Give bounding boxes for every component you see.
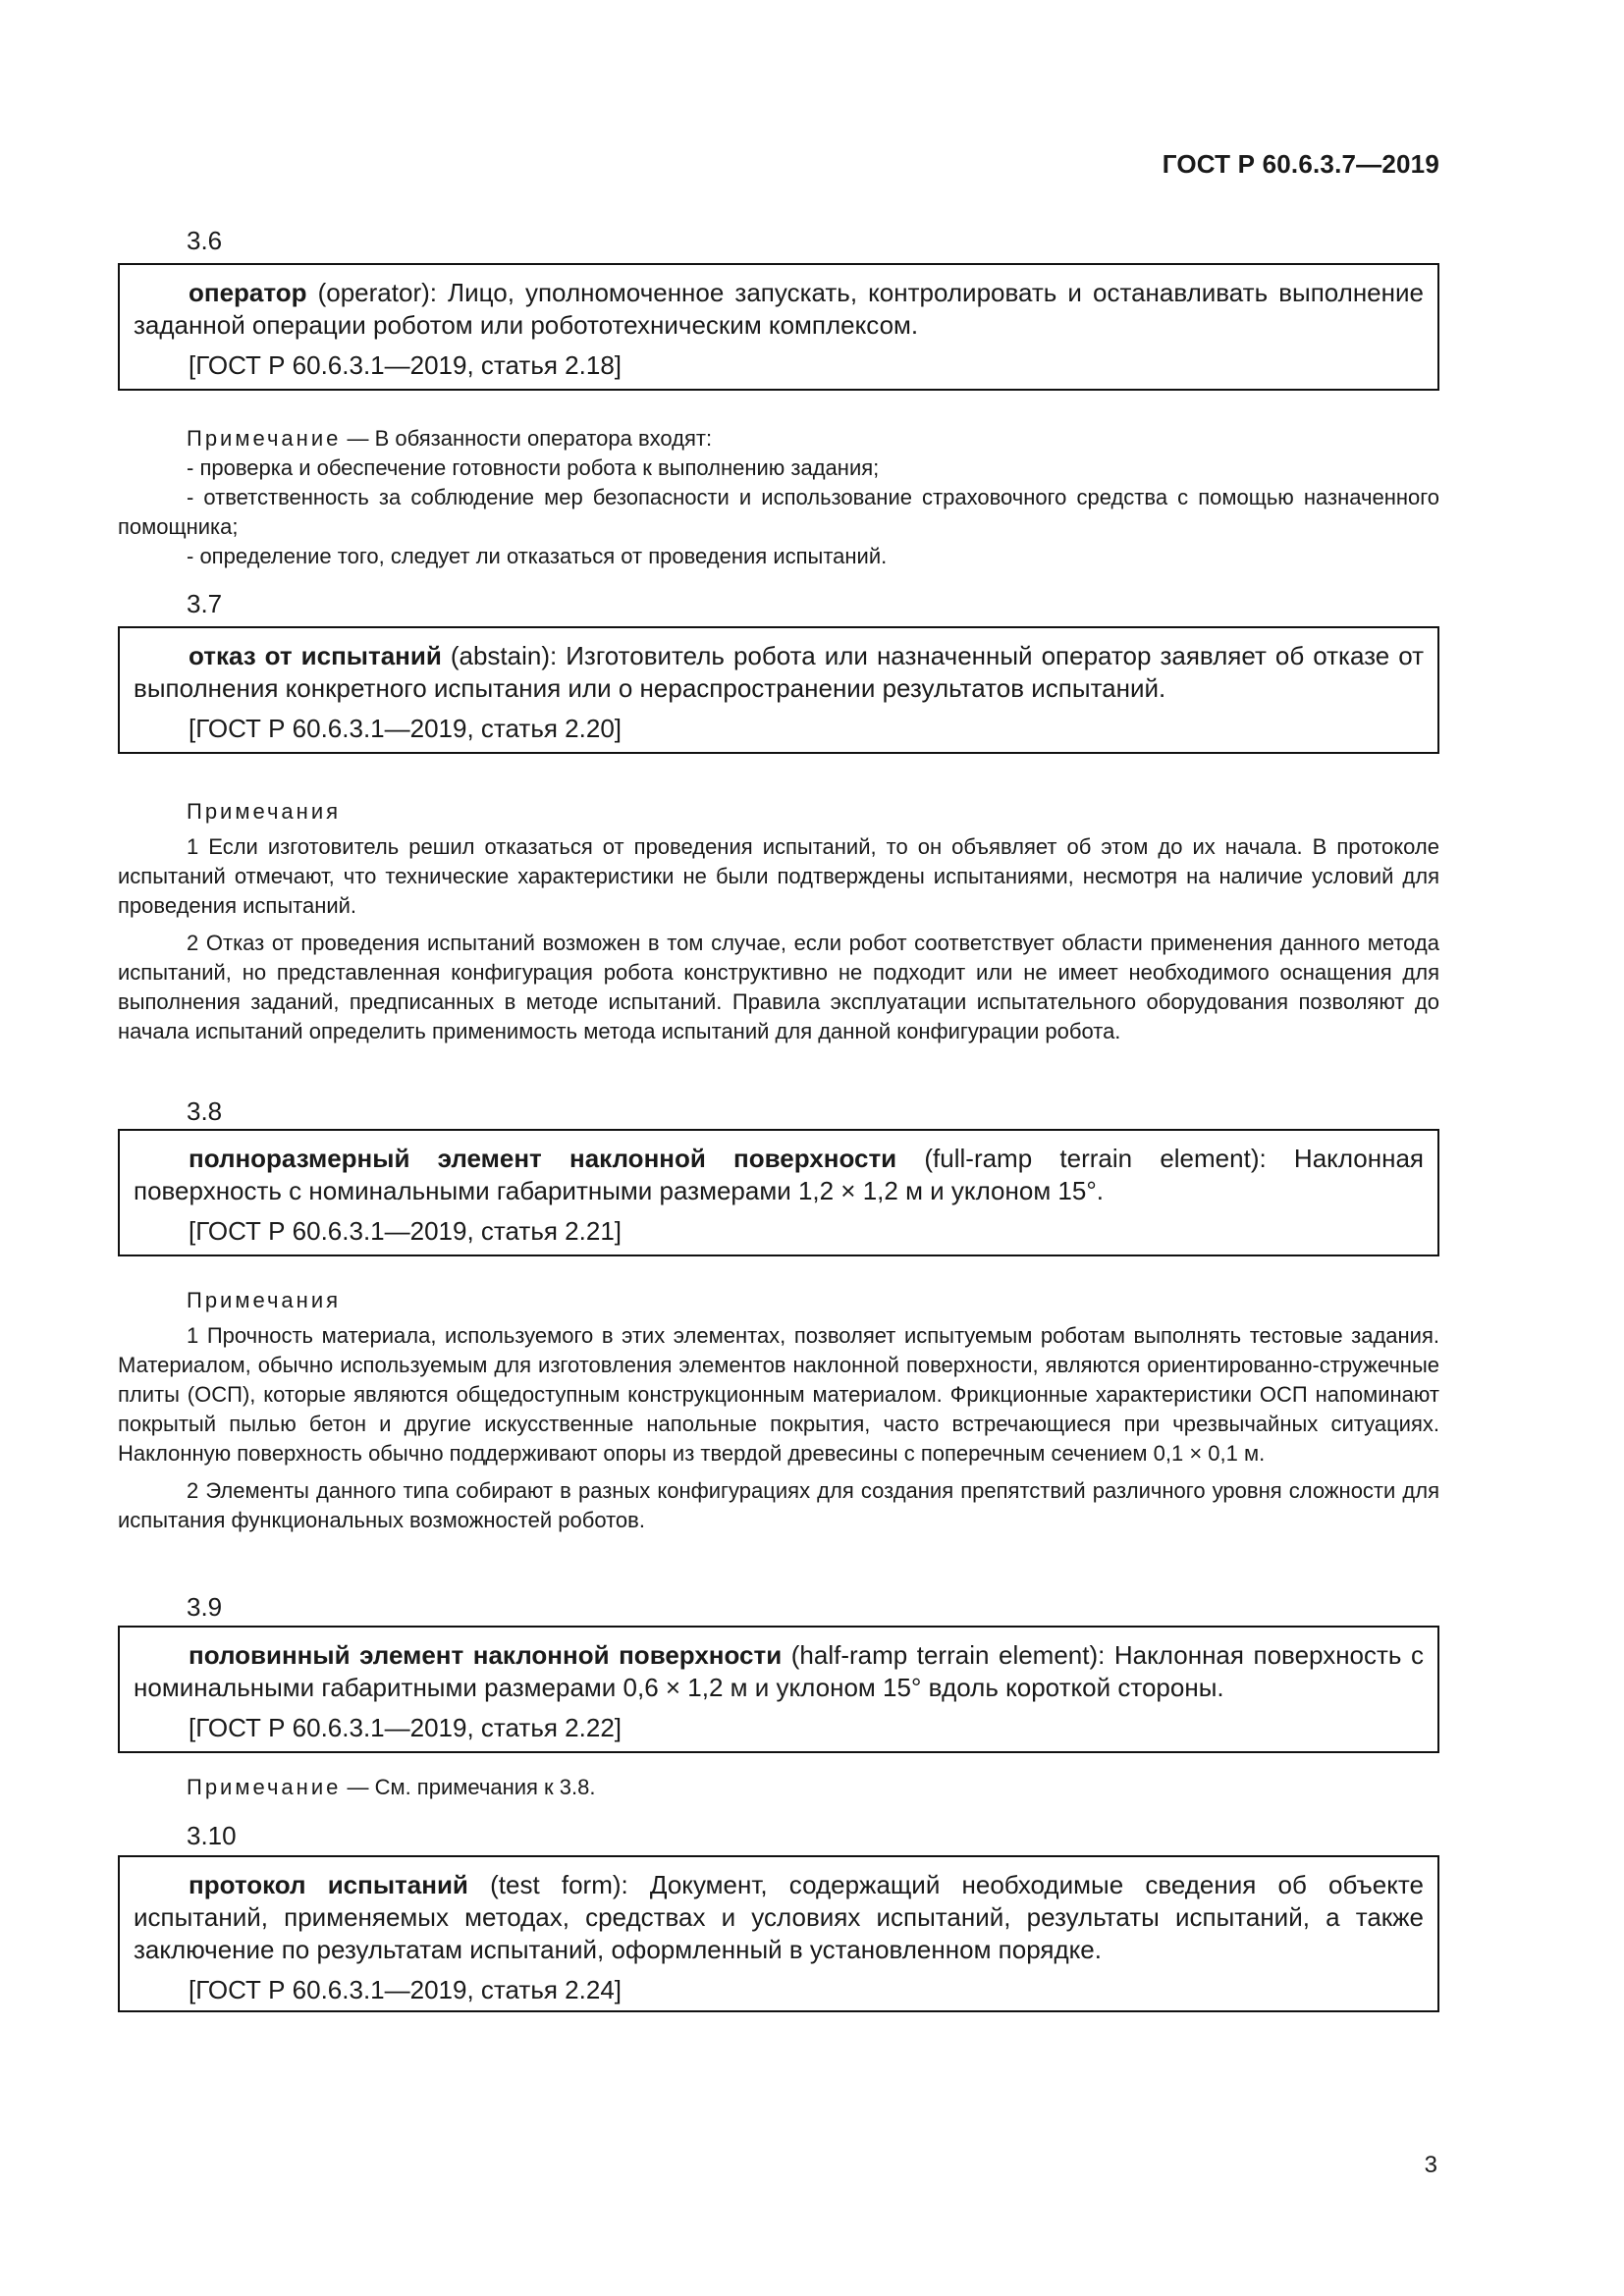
term-title: протокол испытаний: [189, 1870, 468, 1899]
term-box: [118, 1626, 1439, 1753]
page-number: 3: [1424, 2152, 1437, 2178]
term-title: полноразмерный элемент наклонной поверхности: [189, 1144, 897, 1173]
note-list-item: - определение того, следует ли отказаться от проведения испытаний.: [187, 544, 888, 568]
note-label: Примечание: [187, 1775, 342, 1799]
term-definition: (half-ramp terrain element): Наклонная поверхность с номинальными габаритными размерами 0,6 × 1,2 м и уклоном 15° вдоль короткой стороны.: [134, 1640, 1424, 1702]
term-source: [ГОСТ Р 60.6.3.1—2019, статья 2.24]: [189, 1975, 622, 2004]
section-number: 3.8: [187, 1096, 223, 1126]
notes-block: [118, 1286, 1439, 1535]
note-paragraph: 2 Отказ от проведения испытаний возможен в том случае, если робот соответствует области применения данного метода испытаний, но представленная конфигурация робота конструктивно не подходит или не имеет необходимого оснащения для выполнения заданий, предписанных в методе испытаний. Правила эксплуатации испытательного оборудования позволяют до начала испытаний определить применимость метода испытаний для данной конфигурации робота.: [118, 931, 1439, 1043]
term-source: [ГОСТ Р 60.6.3.1—2019, статья 2.21]: [189, 1216, 622, 1246]
term-title: отказ от испытаний: [189, 641, 442, 670]
term-definition: (operator): Лицо, уполномоченное запускать, контролировать и останавливать выполнение заданной операции роботом или робототехническим комплексом.: [134, 278, 1424, 340]
section-number: 3.10: [187, 1821, 237, 1850]
term-box: [118, 263, 1439, 391]
term-box: [118, 626, 1439, 754]
note-block: [118, 1773, 1439, 1802]
section-number: 3.6: [187, 226, 223, 255]
notes-label: Примечания: [187, 799, 342, 824]
term-definition: (full-ramp terrain element): Наклонная поверхность с номинальными габаритными размерами 1,2 × 1,2 м и уклоном 15°.: [134, 1144, 1424, 1205]
note-text: — См. примечания к 3.8.: [341, 1775, 596, 1799]
term-definition: (test form): Документ, содержащий необходимые сведения об объекте испытаний, применяемых методах, средствах и условиях испытаний, результаты испытаний, а также заключение по результатам испытаний, оформленный в установленном порядке.: [134, 1870, 1424, 1964]
section-number: 3.9: [187, 1592, 223, 1622]
section-number: 3.7: [187, 589, 223, 618]
term-definition: (abstain): Изготовитель робота или назначенный оператор заявляет об отказе от выполнения конкретного испытания или о нераспространении результатов испытаний.: [134, 641, 1425, 703]
note-paragraph: 2 Элементы данного типа собирают в разных конфигурациях для создания препятствий различного уровня сложности для испытания функциональных возможностей роботов.: [118, 1478, 1439, 1532]
term-title: оператор: [189, 278, 307, 307]
note-label: Примечание: [187, 426, 342, 451]
term-source: [ГОСТ Р 60.6.3.1—2019, статья 2.20]: [189, 714, 622, 743]
term-title: половинный элемент наклонной поверхности: [189, 1640, 783, 1670]
note-paragraph: 1 Если изготовитель решил отказаться от проведения испытаний, то он объявляет об этом до их начала. В протоколе испытаний отмечают, что технические характеристики не были подтверждены испытаниями, несмотря на наличие условий для проведения испытаний.: [118, 834, 1439, 918]
notes-label: Примечания: [187, 1288, 342, 1312]
note-paragraph: 1 Прочность материала, используемого в этих элементах, позволяет испытуемым роботам выполнять тестовые задания. Материалом, обычно используемым для изготовления элементов наклонной поверхности, являются ориентированно-стружечные плиты (ОСП), которые являются общедоступным конструкционным материалом. Фрикционные характеристики ОСП напоминают покрытый пылью бетон и другие искусственные напольные покрытия, часто встречающиеся при чрезвычайных ситуациях. Наклонную поверхность обычно поддерживают опоры из твердой древесины с поперечным сечением 0,1 × 0,1 м.: [118, 1323, 1439, 1466]
term-source: [ГОСТ Р 60.6.3.1—2019, статья 2.22]: [189, 1713, 622, 1742]
term-box: [118, 1129, 1439, 1256]
note-block: [118, 424, 1439, 571]
note-list-item: - проверка и обеспечение готовности робота к выполнению задания;: [187, 455, 880, 480]
notes-block: [118, 797, 1439, 1046]
document-code-header: ГОСТ Р 60.6.3.7—2019: [1162, 149, 1439, 179]
note-list-item: - ответственность за соблюдение мер безопасности и использование страховочного средства с помощью назначенного помощника;: [118, 485, 1439, 539]
term-box: [118, 1855, 1439, 2012]
note-intro: — В обязанности оператора входят:: [341, 426, 713, 451]
term-source: [ГОСТ Р 60.6.3.1—2019, статья 2.18]: [189, 350, 622, 380]
